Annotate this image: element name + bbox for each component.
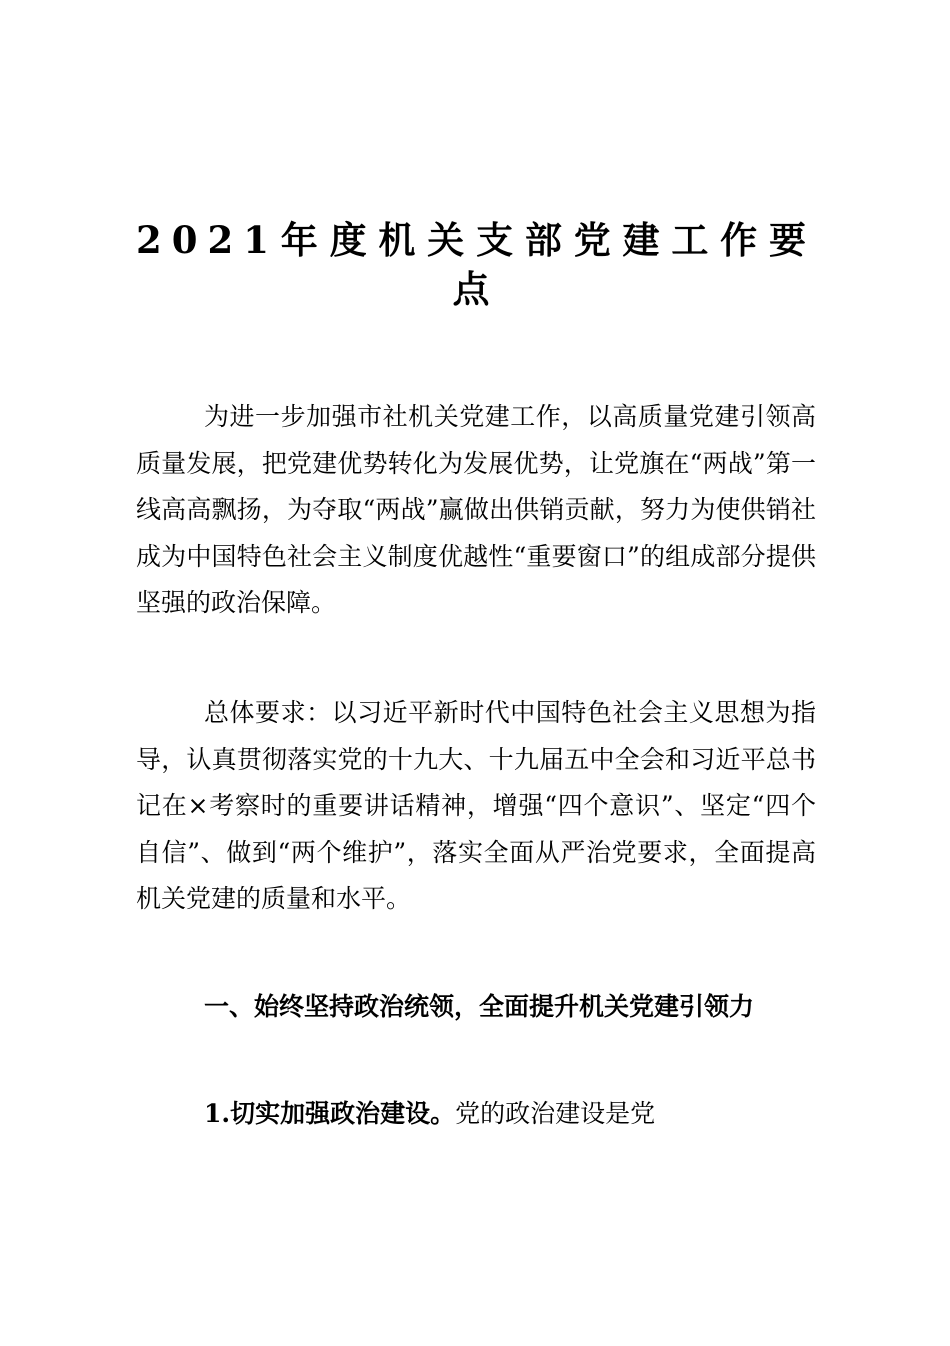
section-heading: 一、始终坚持政治统领，全面提升机关党建引领力	[204, 992, 755, 1021]
item-label: 1.切实加强政治建设。	[204, 1099, 456, 1128]
document-title: 2021年度机关支部党建工作要点	[136, 218, 816, 311]
item-text: 党的政治建设是党	[455, 1099, 656, 1128]
intro-paragraph: 为进一步加强市社机关党建工作，以高质量党建引领高质量发展，把党建优势转化为发展优势，让党旗在“两战”第一线高高飘扬，为夺取“两战”赢做出供销贡献，努力为使供销社成为中国特色社会主义制度优越性“重要窗口”的组成部分提供坚强的政治保障。	[136, 402, 816, 617]
requirements-paragraph: 总体要求：以习近平新时代中国特色社会主义思想为指导，认真贯彻落实党的十九大、十九届五中全会和习近平总书记在×考察时的重要讲话精神，增强“四个意识”、坚定“四个自信”、做到“两个维护”，落实全面从严治党要求，全面提高机关党建的质量和水平。	[136, 698, 816, 913]
item-paragraph	[136, 1091, 816, 1138]
